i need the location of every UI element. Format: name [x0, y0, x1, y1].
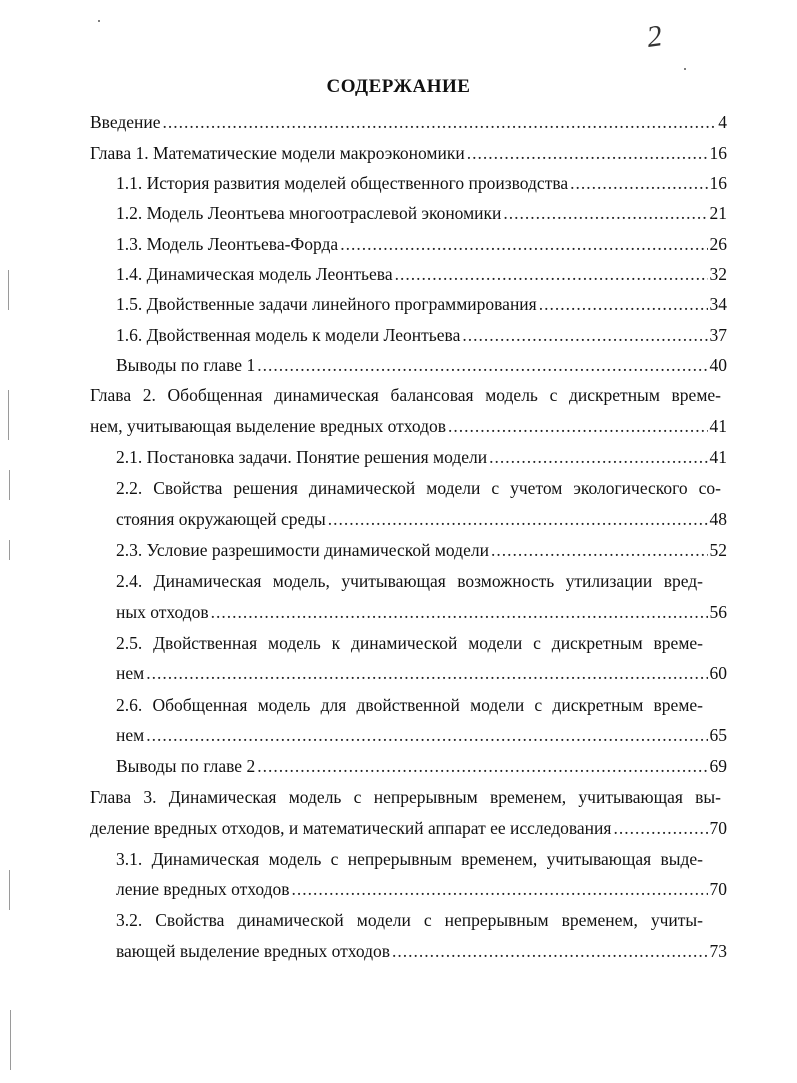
toc-entry[interactable]	[116, 445, 727, 469]
toc-leader-dots	[328, 507, 708, 531]
toc-entry[interactable]	[90, 414, 727, 438]
toc-entry-page: 73	[709, 941, 727, 961]
toc-entry-page: 60	[709, 663, 727, 683]
toc-entry-page: 65	[709, 725, 727, 745]
toc-entry[interactable]	[116, 754, 727, 778]
toc-entry-text: стояния окружающей среды	[116, 509, 326, 529]
toc-entry[interactable]	[90, 816, 727, 840]
toc-entry-text: 1.1. История развития моделей общественного производства	[116, 173, 569, 193]
toc-entry[interactable]	[116, 538, 727, 562]
toc-entry-text: Выводы по главе 2	[116, 756, 256, 776]
toc-entry[interactable]	[90, 110, 727, 134]
toc-leader-dots	[491, 538, 708, 562]
toc-entry[interactable]	[116, 262, 727, 286]
scan-edge-line	[8, 270, 9, 310]
scan-edge-line	[8, 390, 9, 440]
toc-entry-first-line[interactable]: 2.5. Двойственная модель к динамической модели с дискретным време-	[116, 633, 703, 653]
toc-entry-page: 41	[709, 416, 727, 436]
toc-entry-first-line[interactable]: 2.2. Свойства решения динамической модели с учетом экологического со-	[116, 478, 721, 498]
toc-entry-first-line[interactable]: 2.6. Обобщенная модель для двойственной модели с дискретным време-	[116, 695, 703, 715]
toc-entry-text: ление вредных отходов	[116, 879, 290, 899]
toc-leader-dots	[570, 171, 707, 195]
toc-leader-dots	[146, 723, 707, 747]
toc-entry[interactable]	[116, 232, 727, 256]
toc-entry-page: 16	[709, 143, 727, 163]
toc-leader-dots	[539, 292, 708, 316]
toc-leader-dots	[467, 141, 708, 165]
toc-entry[interactable]	[116, 323, 727, 347]
toc-entry[interactable]	[116, 939, 727, 963]
toc-entry-text: 1.2. Модель Леонтьева многоотраслевой экономики	[116, 203, 502, 223]
toc-entry[interactable]	[116, 171, 727, 195]
toc-entry[interactable]	[116, 661, 727, 685]
toc-entry-page: 21	[709, 203, 727, 223]
toc-entry-first-line[interactable]: 3.2. Свойства динамической модели с непрерывным временем, учиты-	[116, 910, 703, 930]
toc-entry-page: 26	[709, 234, 727, 254]
toc-entry-page: 32	[709, 264, 727, 284]
toc-entry-page: 48	[709, 509, 727, 529]
toc-entry[interactable]	[116, 292, 727, 316]
toc-entry-text: деление вредных отходов, и математический аппарат ее исследования	[90, 818, 612, 838]
toc-entry-page: 40	[709, 355, 727, 375]
toc-entry-text: Выводы по главе 1	[116, 355, 256, 375]
toc-entry[interactable]	[116, 600, 727, 624]
toc-leader-dots	[211, 600, 708, 624]
scan-speck	[98, 20, 100, 22]
toc-entry-text: Глава 1. Математические модели макроэкономики	[90, 143, 465, 163]
toc-entry[interactable]	[116, 877, 727, 901]
toc-entry-first-line[interactable]: 2.4. Динамическая модель, учитывающая возможность утилизации вред-	[116, 571, 703, 591]
toc-leader-dots	[489, 445, 707, 469]
toc-entry-page: 16	[709, 173, 727, 193]
toc-entry[interactable]	[90, 141, 727, 165]
toc-leader-dots	[503, 201, 707, 225]
toc-leader-dots	[257, 754, 707, 778]
toc-leader-dots	[146, 661, 707, 685]
toc-leader-dots	[462, 323, 707, 347]
toc-leader-dots	[392, 939, 707, 963]
toc-entry[interactable]	[116, 507, 727, 531]
toc-entry-page: 4	[718, 112, 727, 132]
handwritten-page-number: 2	[644, 19, 665, 54]
toc-entry-text: 1.3. Модель Леонтьева-Форда	[116, 234, 339, 254]
toc-leader-dots	[292, 877, 708, 901]
toc-entry-page: 70	[709, 818, 727, 838]
toc-entry-page: 41	[709, 447, 727, 467]
toc-entry-text: нем	[116, 725, 145, 745]
toc-entry-text: нем	[116, 663, 145, 683]
toc-entry-page: 69	[709, 756, 727, 776]
toc-entry-page: 34	[709, 294, 727, 314]
toc-entry-text: 1.5. Двойственные задачи линейного программирования	[116, 294, 537, 314]
toc-entry-text: 1.6. Двойственная модель к модели Леонтьева	[116, 325, 461, 345]
toc-entry-text: 2.3. Условие разрешимости динамической модели	[116, 540, 489, 560]
toc-entry-page: 37	[709, 325, 727, 345]
toc-entry-page: 52	[709, 540, 727, 560]
toc-entry-first-line[interactable]: 3.1. Динамическая модель с непрерывным временем, учитывающая выде-	[116, 849, 703, 869]
scan-edge-line	[9, 870, 10, 910]
toc-entry[interactable]	[116, 201, 727, 225]
toc-leader-dots	[395, 262, 708, 286]
toc-entry-text: вающей выделение вредных отходов	[116, 941, 391, 961]
scan-edge-line	[9, 540, 10, 560]
toc-entry-text: 2.1. Постановка задачи. Понятие решения модели	[116, 447, 488, 467]
toc-entry-text: 1.4. Динамическая модель Леонтьева	[116, 264, 393, 284]
toc-entry-page: 70	[709, 879, 727, 899]
toc-leader-dots	[257, 353, 707, 377]
toc-entry-page: 56	[709, 602, 727, 622]
toc-entry-first-line[interactable]: Глава 3. Динамическая модель с непрерывным временем, учитывающая вы-	[90, 787, 721, 807]
toc-leader-dots	[613, 816, 707, 840]
toc-entry[interactable]	[116, 723, 727, 747]
toc-leader-dots	[340, 232, 707, 256]
scan-edge-line	[10, 1010, 11, 1070]
toc-entry-text: ных отходов	[116, 602, 209, 622]
scan-speck	[684, 68, 686, 70]
toc-entry[interactable]	[116, 353, 727, 377]
toc-leader-dots	[163, 110, 717, 134]
toc-entry-first-line[interactable]: Глава 2. Обобщенная динамическая балансовая модель с дискретным време-	[90, 385, 721, 405]
toc-title: СОДЕРЖАНИЕ	[326, 76, 471, 97]
toc-entry-text: Введение	[90, 112, 161, 132]
toc-entry-text: нем, учитывающая выделение вредных отходов	[90, 416, 446, 436]
toc-leader-dots	[448, 414, 708, 438]
scan-edge-line	[9, 470, 10, 500]
